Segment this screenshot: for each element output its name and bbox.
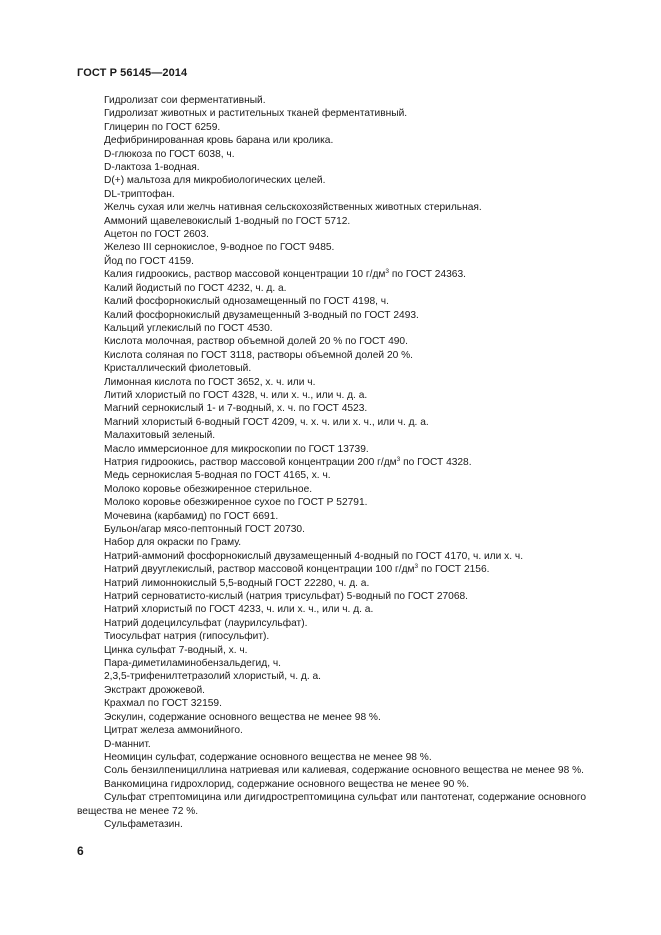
list-item: Сульфаметазин. (104, 818, 183, 830)
naoh-superscript: 3 (396, 455, 401, 463)
koh-superscript: 3 (385, 268, 390, 276)
list-item: Магний сернокислый 1- и 7-водный, х. ч. по ГОСТ 4523. (104, 403, 368, 415)
list-item: Желчь сухая или желчь нативная сельскохозяйственных животных стерильная. (104, 202, 482, 214)
list-item: Натрий додецилсульфат (лаурилсульфат). (104, 617, 308, 629)
list-item: Неомицин сульфат, содержание основного вещества не менее 98 %. (104, 751, 432, 763)
list-item-nahco3 (77, 563, 586, 576)
page-number: 6 (77, 844, 84, 858)
nahco3-text: Натрий двууглекислый, раствор массовой концентрации 100 г/дм (104, 564, 415, 576)
list-item: Пара-диметиламинобензальдегид, ч. (104, 658, 281, 670)
list-item: Калий фосфорнокислый однозамещенный по ГОСТ 4198, ч. (104, 296, 389, 308)
list-item: Гидролизат сои ферментативный. (104, 95, 266, 106)
list-item: Лимонная кислота по ГОСТ 3652, х. ч. или ч. (104, 376, 316, 388)
document-body (77, 94, 586, 831)
list-item: Медь сернокислая 5-водная по ГОСТ 4165, х. ч. (104, 470, 331, 482)
list-item: D-лактоза 1-водная. (104, 162, 200, 174)
list-item: Цитрат железа аммонийного. (104, 725, 243, 737)
paragraph-streptomycin: Сульфат стрептомицина или дигидрострептомицина сульфат или пантотенат, содержание основного вещества не менее 72 %. (77, 792, 586, 817)
list-item: D-глюкоза по ГОСТ 6038, ч. (104, 148, 235, 160)
list-item: Натрий лимоннокислый 5,5-водный ГОСТ 22280, ч. д. а. (104, 577, 370, 589)
paragraph-benzylpenicillin: Соль бензилпенициллина натриевая или калиевая, содержание основного вещества не менее 98 %. (104, 765, 584, 777)
koh-text-end: по ГОСТ 24363. (389, 269, 466, 281)
list-item: Кристаллический фиолетовый. (104, 363, 252, 375)
list-item: Натрий хлористый по ГОСТ 4233, ч. или х. ч., или ч. д. а. (104, 604, 374, 616)
list-item: Набор для окраски по Граму. (104, 537, 242, 549)
list-item: Ацетон по ГОСТ 2603. (104, 229, 209, 241)
list-item: Гидролизат животных и растительных тканей ферментативный. (104, 108, 408, 120)
list-item: Экстракт дрожжевой. (104, 684, 205, 696)
list-item: Крахмал по ГОСТ 32159. (104, 698, 222, 710)
list-item: Бульон/агар мясо-пептонный ГОСТ 20730. (104, 524, 305, 535)
list-item: Натрий серноватисто-кислый (натрия трисульфат) 5-водный по ГОСТ 27068. (104, 591, 468, 603)
list-item: Дефибринированная кровь барана или кролика. (104, 135, 334, 147)
list-item: Тиосульфат натрия (гипосульфит). (104, 631, 270, 643)
koh-text: Калия гидроокись, раствор массовой концентрации 10 г/дм (104, 269, 386, 281)
list-item: Кальций углекислый по ГОСТ 4530. (104, 322, 273, 334)
list-item: Калий йодистый по ГОСТ 4232, ч. д. а. (104, 282, 287, 294)
list-item: D(+) мальтоза для микробиологических целей. (104, 175, 326, 187)
list-item: Глицерин по ГОСТ 6259. (104, 121, 221, 133)
list-item-naoh (77, 456, 586, 469)
naoh-text-end: по ГОСТ 4328. (400, 456, 472, 468)
list-item: Натрий-аммоний фосфорнокислый двузамещенный 4-водный по ГОСТ 4170, ч. или х. ч. (104, 550, 524, 562)
list-item: Молоко коровье обезжиренное сухое по ГОСТ Р 52791. (104, 497, 368, 509)
nahco3-text-end: по ГОСТ 2156. (418, 564, 490, 576)
list-item: Аммоний щавелевокислый 1-водный по ГОСТ 5712. (104, 215, 351, 227)
list-item: DL-триптофан. (104, 188, 175, 200)
nahco3-superscript: 3 (414, 563, 419, 571)
list-item: D-маннит. (104, 738, 151, 750)
list-item-koh (77, 268, 586, 281)
document-header: ГОСТ Р 56145—2014 (77, 67, 188, 79)
list-item: Мочевина (карбамид) по ГОСТ 6691. (104, 510, 279, 522)
list-item: Кислота соляная по ГОСТ 3118, растворы объемной долей 20 %. (104, 349, 413, 361)
list-item: Литий хлористый по ГОСТ 4328, ч. или х. ч., или ч. д. а. (104, 389, 368, 401)
list-item: Ванкомицина гидрохлорид, содержание основного вещества не менее 90 %. (104, 778, 470, 790)
list-item: Магний хлористый 6-водный ГОСТ 4209, ч. х. ч. или х. ч., или ч. д. а. (104, 416, 429, 428)
list-item: Цинка сульфат 7-водный, х. ч. (104, 644, 248, 656)
list-item: Эскулин, содержание основного вещества не менее 98 %. (104, 711, 381, 723)
list-item: Калий фосфорнокислый двузамещенный 3-водный по ГОСТ 2493. (104, 309, 419, 321)
list-item: Йод по ГОСТ 4159. (104, 255, 194, 267)
list-item: Кислота молочная, раствор объемной долей 20 % по ГОСТ 490. (104, 336, 408, 348)
list-item: Масло иммерсионное для микроскопии по ГОСТ 13739. (104, 443, 369, 455)
list-item: Малахитовый зеленый. (104, 430, 216, 442)
list-item: 2,3,5-трифенилтетразолий хлористый, ч. д. а. (104, 671, 321, 683)
naoh-text: Натрия гидроокись, раствор массовой концентрации 200 г/дм (104, 456, 397, 468)
list-item: Молоко коровье обезжиренное стерильное. (104, 483, 313, 495)
list-item: Железо III сернокислое, 9-водное по ГОСТ 9485. (104, 242, 335, 254)
